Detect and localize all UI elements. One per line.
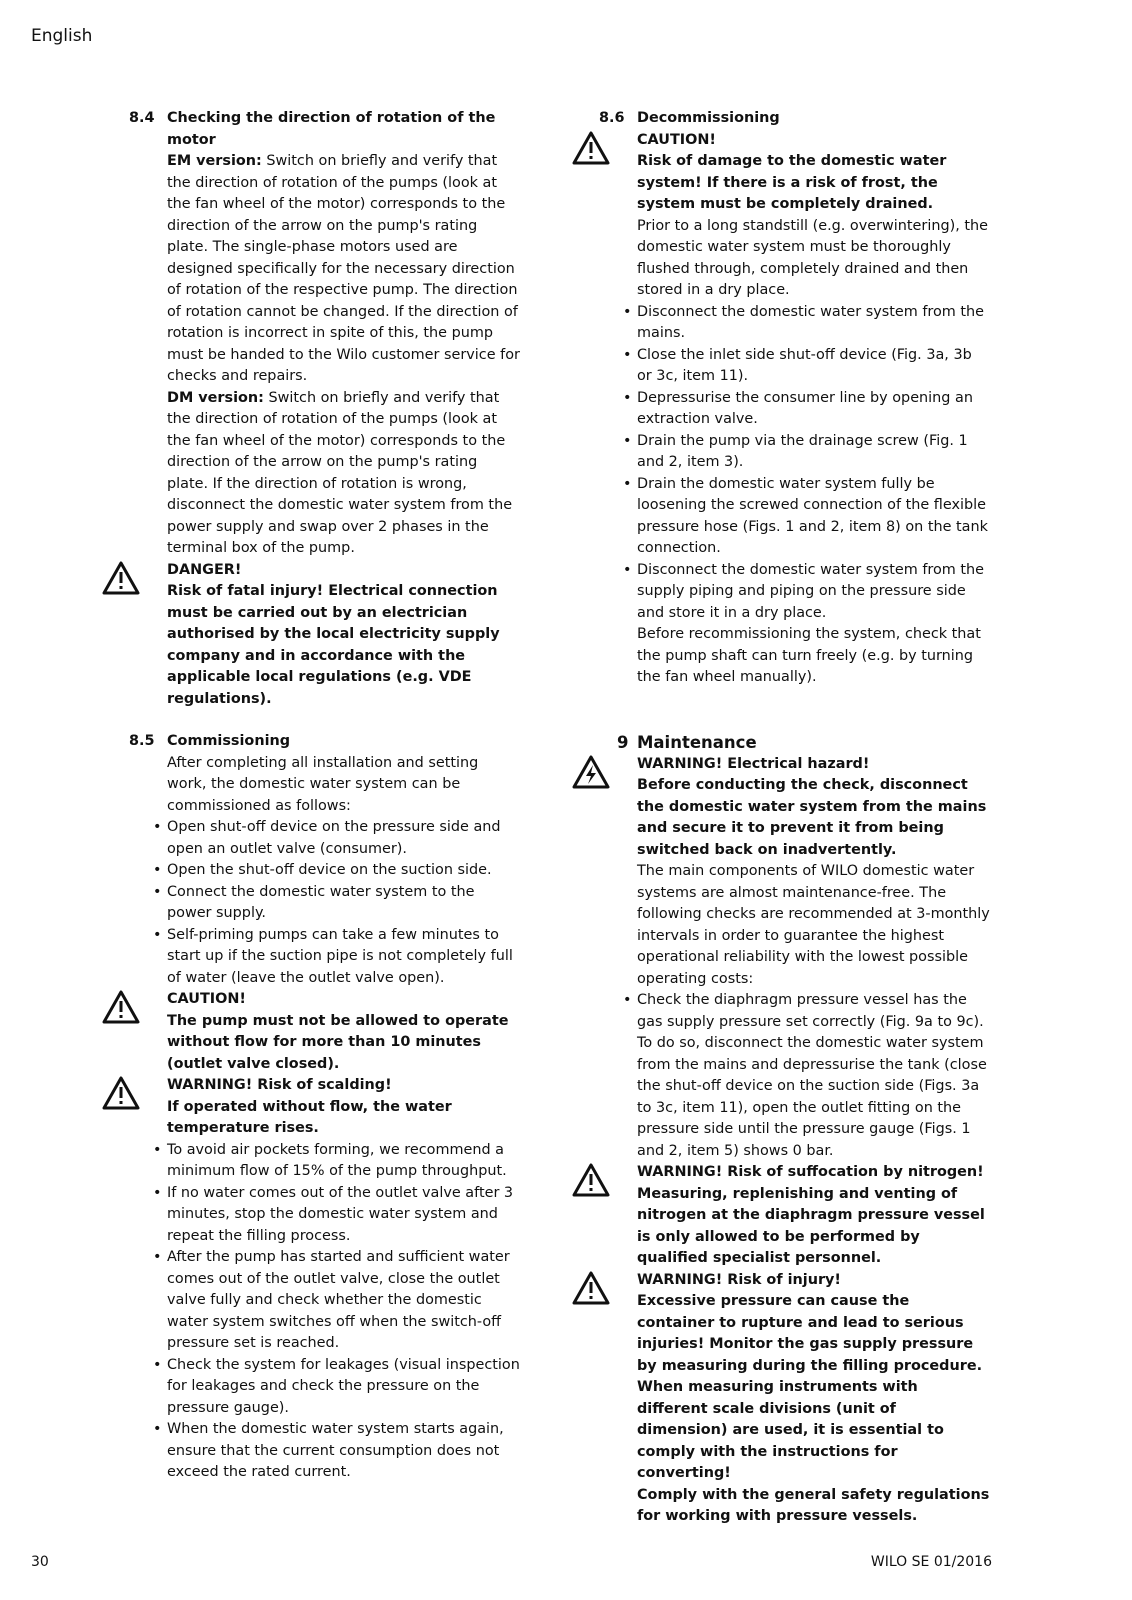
- list-item: • Drain the domestic water system fully be loosening the screwed connection of the flexible pressure hose (Figs. 1 and 2, item 8) on the tank connection.: [637, 474, 991, 560]
- list-item: • Drain the pump via the drainage screw (Fig. 1 and 2, item 3).: [637, 431, 991, 474]
- warning-triangle-icon: [101, 989, 141, 1025]
- section-number: 8.4: [129, 110, 155, 126]
- list-item: • Depressurise the consumer line by opening an extraction valve.: [637, 388, 991, 431]
- caution-title: CAUTION!: [167, 991, 246, 1007]
- list-item: • Check the system for leakages (visual inspection for leakages and check the pressure on the pressure gauge).: [167, 1355, 521, 1420]
- scalding-title: WARNING! Risk of scalding!: [167, 1077, 392, 1093]
- document-id: WILO SE 01/2016: [870, 1554, 992, 1570]
- language-label: English: [31, 26, 93, 46]
- list-item: • Close the inlet side shut-off device (Fig. 3a, 3b or 3c, item 11).: [637, 345, 991, 388]
- section-title: Decommissioning: [637, 110, 780, 126]
- page-number: 30: [31, 1554, 49, 1570]
- electrical-warning: [637, 754, 991, 862]
- left-column: [129, 108, 521, 1484]
- caution-notice: [167, 989, 521, 1075]
- nitrogen-title: WARNING! Risk of suffocation by nitrogen!: [637, 1164, 984, 1180]
- warning-triangle-icon: [571, 130, 611, 166]
- em-version-paragraph: EM version: Switch on briefly and verify that the direction of rotation of the pumps (look at the fan wheel of the motor) corresponds to the direction of the arrow on the pump's rating plate. The single-phase motors used are designed specifically for the necessary direction of rotation of the respective pump. The direction of rotation cannot be changed. If the direction of rotation is incorrect in spite of this, the pump must be handed to the Wilo customer service for checks and repairs.: [167, 153, 520, 384]
- section-number: 9: [617, 732, 629, 752]
- scalding-text: If operated without flow, the water temperature rises.: [167, 1098, 452, 1136]
- decommission-steps: [637, 302, 991, 625]
- section-8-4-heading: [129, 108, 521, 151]
- caution-title: CAUTION!: [637, 131, 716, 148]
- commissioning-notes: [167, 1140, 521, 1484]
- commissioning-intro: After completing all installation and setting work, the domestic water system can be commissioned as follows:: [167, 754, 479, 814]
- section-number: 8.6: [599, 110, 625, 126]
- caution-text: Risk of damage to the domestic water system! If there is a risk of frost, the system must be completely drained.: [637, 153, 947, 212]
- electrical-hazard-icon: [571, 754, 611, 790]
- injury-title: WARNING! Risk of injury!: [637, 1271, 841, 1288]
- right-column: [599, 108, 991, 1528]
- injury-warning: [637, 1270, 991, 1528]
- section-number: 8.5: [129, 733, 155, 749]
- list-item: • If no water comes out of the outlet valve after 3 minutes, stop the domestic water system and repeat the filling process.: [167, 1183, 521, 1248]
- decommission-caution: [637, 130, 991, 216]
- nitrogen-warning: [637, 1162, 991, 1270]
- maintenance-intro: The main components of WILO domestic water systems are almost maintenance-free. The following checks are recommended at 3-monthly intervals in order to guarantee the highest operational reliability with the lowest possible operating costs:: [637, 863, 990, 987]
- nitrogen-text: Measuring, replenishing and venting of nitrogen at the diaphragm pressure vessel is only allowed to be performed by qualified specialist personnel.: [637, 1185, 985, 1266]
- list-item: • After the pump has started and sufficient water comes out of the outlet valve, close the outlet valve fully and check whether the domestic water system switches off when the switch-off pressure set is reached.: [167, 1247, 521, 1355]
- list-item: • Connect the domestic water system to the power supply.: [167, 882, 521, 925]
- list-item: • Disconnect the domestic water system from the supply piping and piping on the pressure side and store it in a dry place.: [637, 560, 991, 625]
- section-8-5-heading: [129, 731, 521, 753]
- section-title: Checking the direction of rotation of the motor: [167, 110, 496, 148]
- list-item: • Check the diaphragm pressure vessel has the gas supply pressure set correctly (Fig. 9a to 9c). To do so, disconnect the domestic water system from the mains and depressurise the tank (close the shut-off device on the suction side (Figs. 3a to 3c, item 11), open the outlet fitting on the pressure side until the pressure gauge (Figs. 1 and 2, item 5) shows 0 bar.: [637, 990, 991, 1162]
- list-item: • Open shut-off device on the pressure side and open an outlet valve (consumer).: [167, 817, 521, 860]
- injury-text: Excessive pressure can cause the container to rupture and lead to serious injuries! Monitor the gas supply pressure by measuring during the filling procedure. When measuring instruments with different scale divisions (unit of dimension) are used, it is essential to comply with the instructions for converting!: [637, 1293, 983, 1481]
- warning-triangle-icon: [101, 560, 141, 596]
- electrical-title: WARNING! Electrical hazard!: [637, 755, 870, 772]
- list-item: • To avoid air pockets forming, we recommend a minimum flow of 15% of the pump throughput.: [167, 1140, 521, 1183]
- section-title: Maintenance: [637, 732, 757, 752]
- recommission-note: Before recommissioning the system, check that the pump shaft can turn freely (e.g. by turning the fan wheel manually).: [637, 626, 981, 685]
- danger-text: Risk of fatal injury! Electrical connection must be carried out by an electrician authorised by the local electricity supply company and in accordance with the applicable local regulations (e.g. VDE regulations).: [167, 583, 500, 707]
- warning-triangle-icon: [571, 1270, 611, 1306]
- danger-title: DANGER!: [167, 561, 242, 578]
- dm-version-paragraph: DM version: Switch on briefly and verify that the direction of rotation of the pumps (look at the fan wheel of the motor) corresponds to the direction of the arrow on the pump's rating plate. If the direction of rotation is wrong, disconnect the domestic water system from the power supply and swap over 2 phases in the terminal box of the pump.: [167, 389, 513, 556]
- section-8-6-heading: [599, 108, 991, 130]
- section-9-heading: [617, 732, 991, 754]
- list-item: • When the domestic water system starts again, ensure that the current consumption does not exceed the rated current.: [167, 1419, 521, 1484]
- list-item: • Open the shut-off device on the suction side.: [167, 860, 521, 882]
- caution-text: The pump must not be allowed to operate without flow for more than 10 minutes (outlet valve closed).: [167, 1012, 509, 1072]
- danger-notice: [167, 560, 521, 711]
- section-title: Commissioning: [167, 733, 291, 749]
- maintenance-checks: [637, 990, 991, 1162]
- decommission-intro: Prior to a long standstill (e.g. overwintering), the domestic water system must be thoroughly flushed through, completely drained and then stored in a dry place.: [637, 217, 988, 298]
- commissioning-steps: [167, 817, 521, 989]
- injury-text-2: Comply with the general safety regulations for working with pressure vessels.: [637, 1486, 990, 1524]
- scalding-warning: [167, 1075, 521, 1140]
- warning-triangle-icon: [101, 1075, 141, 1111]
- list-item: • Disconnect the domestic water system from the mains.: [637, 302, 991, 345]
- electrical-text: Before conducting the check, disconnect the domestic water system from the mains and secure it to prevent it from being switched back on inadvertently.: [637, 777, 987, 858]
- warning-triangle-icon: [571, 1162, 611, 1198]
- list-item: • Self-priming pumps can take a few minutes to start up if the suction pipe is not completely full of water (leave the outlet valve open).: [167, 925, 521, 990]
